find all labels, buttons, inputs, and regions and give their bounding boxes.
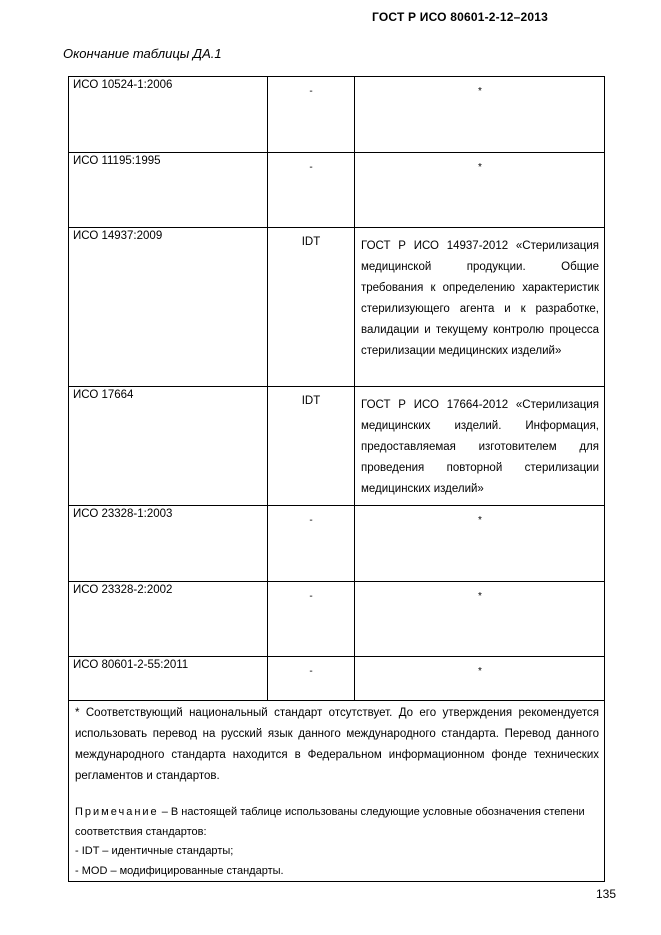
table-row — [69, 387, 605, 506]
degree-value: IDT — [301, 395, 321, 407]
table-row — [69, 657, 605, 701]
standards-table — [68, 76, 605, 882]
ref-standard-cell: ИСО 17664 — [69, 387, 268, 506]
national-standard-value: * — [478, 591, 482, 602]
degree-value: IDT — [301, 236, 321, 248]
degree-value: - — [309, 86, 313, 97]
note-text: – В настоящей таблице использованы следующие условные обозначения степени соответствия стандартов: — [75, 806, 585, 838]
national-standard-cell — [355, 657, 605, 701]
degree-value: - — [309, 162, 313, 173]
ref-standard-cell: ИСО 11195:1995 — [69, 153, 268, 228]
national-standard-value: * — [478, 515, 482, 526]
document-header: ГОСТ Р ИСО 80601-2-12–2013 — [372, 10, 548, 24]
national-standard-cell — [355, 506, 605, 582]
footnote-cell — [69, 701, 605, 882]
degree-cell — [268, 657, 355, 701]
table-row — [69, 77, 605, 153]
table-row — [69, 153, 605, 228]
ref-standard-cell: ИСО 80601-2-55:2011 — [69, 657, 268, 701]
degree-value: - — [309, 666, 313, 677]
note-item-mod: - MOD – модифицированные стандарты. — [75, 864, 284, 877]
national-standard-cell — [355, 228, 605, 387]
ref-standard-cell: ИСО 14937:2009 — [69, 228, 268, 387]
national-standard-value: * — [478, 666, 482, 677]
national-standard-value: ГОСТ Р ИСО 17664-2012 «Стерилизация медицинских изделий. Информация, предоставляемая изготовителем для проведения повторной стерилизации медицинских изделий» — [361, 399, 599, 495]
national-standard-cell — [355, 387, 605, 506]
national-standard-value: * — [478, 86, 482, 97]
note-intro — [75, 803, 599, 842]
degree-cell — [268, 506, 355, 582]
note-label: Примечание — [75, 806, 159, 818]
table-row — [69, 228, 605, 387]
table-note — [75, 803, 599, 881]
ref-standard-cell: ИСО 23328-1:2003 — [69, 506, 268, 582]
footnote-row — [69, 701, 605, 882]
degree-cell — [268, 153, 355, 228]
degree-cell — [268, 387, 355, 506]
page-number: 135 — [596, 887, 617, 901]
national-standard-cell — [355, 582, 605, 657]
footnote-text: * Соответствующий национальный стандарт отсутствует. До его утверждения рекомендуется использовать перевод на русский язык данного международного стандарта. Перевод данного международного стандарта находится в Федеральном информационном фонде технических регламентов и стандартов. — [75, 707, 599, 782]
degree-cell — [268, 77, 355, 153]
ref-standard-cell: ИСО 10524-1:2006 — [69, 77, 268, 153]
table-caption: Окончание таблицы ДА.1 — [63, 46, 222, 61]
national-standard-value: * — [478, 162, 482, 173]
table-row — [69, 582, 605, 657]
degree-value: - — [309, 591, 313, 602]
degree-cell — [268, 582, 355, 657]
degree-cell — [268, 228, 355, 387]
degree-value: - — [309, 515, 313, 526]
note-item-idt: - IDT – идентичные стандарты; — [75, 845, 234, 857]
national-standard-cell — [355, 77, 605, 153]
ref-standard-cell: ИСО 23328-2:2002 — [69, 582, 268, 657]
table-row — [69, 506, 605, 582]
national-standard-value: ГОСТ Р ИСО 14937-2012 «Стерилизация медицинской продукции. Общие требования к определению характеристик стерилизующего агента и к разработке, валидации и текущему контролю процесса стерилизации медицинских изделий» — [361, 240, 599, 357]
national-standard-cell — [355, 153, 605, 228]
